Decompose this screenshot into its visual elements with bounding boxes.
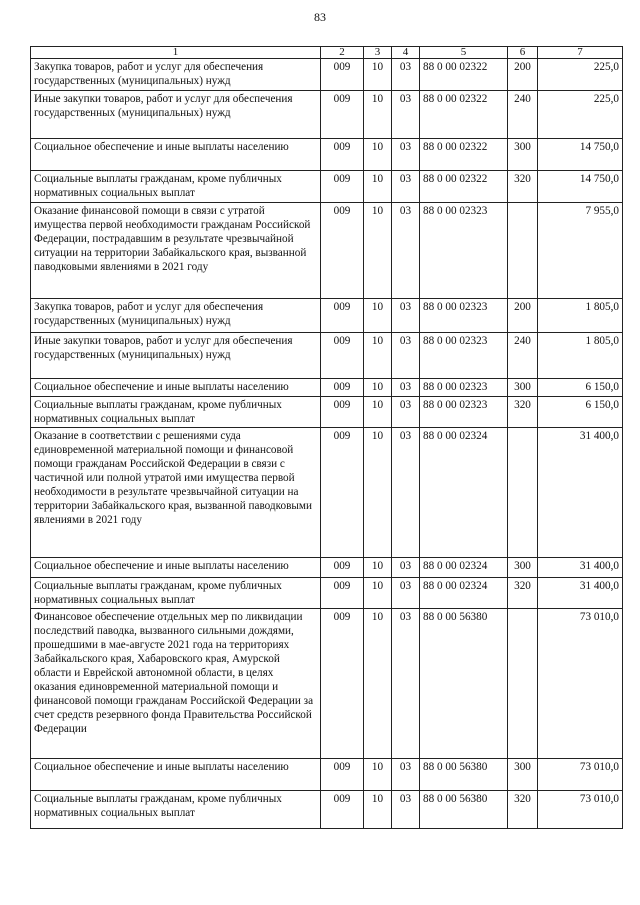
cell-ved: 009 bbox=[321, 791, 364, 829]
cell-pr: 03 bbox=[392, 59, 420, 91]
cell-name: Социальные выплаты гражданам, кроме публичных нормативных социальных выплат bbox=[31, 171, 321, 203]
cell-name: Социальное обеспечение и иные выплаты населению bbox=[31, 139, 321, 171]
cell-amount: 73 010,0 bbox=[538, 609, 623, 759]
cell-vr: 300 bbox=[508, 139, 538, 171]
cell-rz: 10 bbox=[364, 59, 392, 91]
cell-amount: 73 010,0 bbox=[538, 759, 623, 791]
cell-rz: 10 bbox=[364, 203, 392, 299]
cell-rz: 10 bbox=[364, 91, 392, 139]
cell-rz: 10 bbox=[364, 428, 392, 558]
cell-rz: 10 bbox=[364, 791, 392, 829]
cell-amount: 1 805,0 bbox=[538, 299, 623, 333]
cell-pr: 03 bbox=[392, 397, 420, 428]
cell-ved: 009 bbox=[321, 397, 364, 428]
cell-pr: 03 bbox=[392, 578, 420, 609]
table-row bbox=[31, 791, 623, 829]
cell-cs: 88 0 00 02322 bbox=[420, 59, 508, 91]
cell-vr: 300 bbox=[508, 759, 538, 791]
column-header-pr: 4 bbox=[392, 47, 420, 59]
table-row bbox=[31, 333, 623, 379]
cell-name: Финансовое обеспечение отдельных мер по ликвидации последствий паводка, вызванного сильными дождями, прошедшими в мае-августе 2021 года на территориях Забайкальского края, Хабаровского края, Амурской области и Еврейской автономной области, в целях оказания единовременной материальной помощи и финансовой помощи гражданам Российской Федерации за счет средств резервного фонда Правительства Российской Федерации bbox=[31, 609, 321, 759]
cell-amount: 14 750,0 bbox=[538, 171, 623, 203]
cell-pr: 03 bbox=[392, 428, 420, 558]
column-header-vr: 6 bbox=[508, 47, 538, 59]
cell-vr: 320 bbox=[508, 171, 538, 203]
cell-cs: 88 0 00 02323 bbox=[420, 379, 508, 397]
cell-rz: 10 bbox=[364, 759, 392, 791]
cell-vr: 320 bbox=[508, 397, 538, 428]
column-number-row bbox=[31, 47, 623, 59]
cell-cs: 88 0 00 02323 bbox=[420, 203, 508, 299]
cell-cs: 88 0 00 56380 bbox=[420, 609, 508, 759]
cell-pr: 03 bbox=[392, 759, 420, 791]
cell-vr: 320 bbox=[508, 578, 538, 609]
cell-rz: 10 bbox=[364, 609, 392, 759]
cell-cs: 88 0 00 02322 bbox=[420, 139, 508, 171]
table-row bbox=[31, 299, 623, 333]
cell-amount: 73 010,0 bbox=[538, 791, 623, 829]
cell-ved: 009 bbox=[321, 139, 364, 171]
table-row bbox=[31, 139, 623, 171]
cell-ved: 009 bbox=[321, 428, 364, 558]
cell-ved: 009 bbox=[321, 578, 364, 609]
cell-ved: 009 bbox=[321, 59, 364, 91]
cell-name: Социальное обеспечение и иные выплаты населению bbox=[31, 558, 321, 578]
cell-vr bbox=[508, 609, 538, 759]
cell-pr: 03 bbox=[392, 91, 420, 139]
cell-amount: 14 750,0 bbox=[538, 139, 623, 171]
cell-name: Иные закупки товаров, работ и услуг для обеспечения государственных (муниципальных) нужд bbox=[31, 333, 321, 379]
cell-vr: 200 bbox=[508, 59, 538, 91]
column-header-rz: 3 bbox=[364, 47, 392, 59]
cell-name: Оказание в соответствии с решениями суда единовременной материальной помощи и финансовой помощи гражданам Российской Федерации в связи с частичной или полной утратой ими имущества первой необходимости в результате чрезвычайной ситуации на территории Забайкальского края, вызванной паводковыми явлениями в 2021 году bbox=[31, 428, 321, 558]
cell-ved: 009 bbox=[321, 299, 364, 333]
cell-cs: 88 0 00 02322 bbox=[420, 91, 508, 139]
cell-amount: 31 400,0 bbox=[538, 578, 623, 609]
cell-cs: 88 0 00 02323 bbox=[420, 333, 508, 379]
cell-cs: 88 0 00 56380 bbox=[420, 759, 508, 791]
cell-name: Иные закупки товаров, работ и услуг для обеспечения государственных (муниципальных) нужд bbox=[31, 91, 321, 139]
cell-vr: 200 bbox=[508, 299, 538, 333]
table-body bbox=[31, 59, 623, 829]
cell-amount: 31 400,0 bbox=[538, 428, 623, 558]
column-header-name: 1 bbox=[31, 47, 321, 59]
table-row bbox=[31, 609, 623, 759]
cell-rz: 10 bbox=[364, 379, 392, 397]
cell-name: Социальные выплаты гражданам, кроме публичных нормативных социальных выплат bbox=[31, 791, 321, 829]
cell-ved: 009 bbox=[321, 759, 364, 791]
cell-amount: 6 150,0 bbox=[538, 379, 623, 397]
cell-cs: 88 0 00 56380 bbox=[420, 791, 508, 829]
cell-amount: 225,0 bbox=[538, 91, 623, 139]
cell-cs: 88 0 00 02324 bbox=[420, 578, 508, 609]
cell-pr: 03 bbox=[392, 333, 420, 379]
cell-cs: 88 0 00 02322 bbox=[420, 171, 508, 203]
column-header-amount: 7 bbox=[538, 47, 623, 59]
cell-pr: 03 bbox=[392, 791, 420, 829]
cell-cs: 88 0 00 02323 bbox=[420, 397, 508, 428]
cell-rz: 10 bbox=[364, 139, 392, 171]
table-row bbox=[31, 428, 623, 558]
cell-ved: 009 bbox=[321, 91, 364, 139]
cell-amount: 1 805,0 bbox=[538, 333, 623, 379]
cell-amount: 31 400,0 bbox=[538, 558, 623, 578]
cell-ved: 009 bbox=[321, 333, 364, 379]
cell-vr: 300 bbox=[508, 379, 538, 397]
cell-ved: 009 bbox=[321, 379, 364, 397]
page-number: 83 bbox=[314, 10, 326, 24]
column-header-cs: 5 bbox=[420, 47, 508, 59]
cell-name: Социальные выплаты гражданам, кроме публичных нормативных социальных выплат bbox=[31, 397, 321, 428]
cell-rz: 10 bbox=[364, 333, 392, 379]
cell-cs: 88 0 00 02324 bbox=[420, 558, 508, 578]
cell-ved: 009 bbox=[321, 558, 364, 578]
table-row bbox=[31, 578, 623, 609]
cell-pr: 03 bbox=[392, 203, 420, 299]
cell-rz: 10 bbox=[364, 558, 392, 578]
column-header-ved: 2 bbox=[321, 47, 364, 59]
cell-pr: 03 bbox=[392, 171, 420, 203]
cell-cs: 88 0 00 02323 bbox=[420, 299, 508, 333]
cell-name: Закупка товаров, работ и услуг для обеспечения государственных (муниципальных) нужд bbox=[31, 59, 321, 91]
cell-pr: 03 bbox=[392, 139, 420, 171]
cell-amount: 225,0 bbox=[538, 59, 623, 91]
table-row bbox=[31, 558, 623, 578]
cell-name: Закупка товаров, работ и услуг для обеспечения государственных (муниципальных) нужд bbox=[31, 299, 321, 333]
cell-amount: 6 150,0 bbox=[538, 397, 623, 428]
cell-cs: 88 0 00 02324 bbox=[420, 428, 508, 558]
budget-table bbox=[30, 46, 623, 829]
cell-amount: 7 955,0 bbox=[538, 203, 623, 299]
cell-name: Социальное обеспечение и иные выплаты населению bbox=[31, 759, 321, 791]
cell-ved: 009 bbox=[321, 171, 364, 203]
cell-rz: 10 bbox=[364, 171, 392, 203]
table-row bbox=[31, 91, 623, 139]
cell-name: Социальное обеспечение и иные выплаты населению bbox=[31, 379, 321, 397]
cell-pr: 03 bbox=[392, 558, 420, 578]
cell-vr bbox=[508, 428, 538, 558]
cell-vr: 240 bbox=[508, 91, 538, 139]
table-row bbox=[31, 203, 623, 299]
cell-vr: 320 bbox=[508, 791, 538, 829]
cell-ved: 009 bbox=[321, 609, 364, 759]
table-row bbox=[31, 759, 623, 791]
table-row bbox=[31, 59, 623, 91]
cell-pr: 03 bbox=[392, 609, 420, 759]
table-row bbox=[31, 379, 623, 397]
cell-pr: 03 bbox=[392, 379, 420, 397]
cell-vr bbox=[508, 203, 538, 299]
table-row bbox=[31, 397, 623, 428]
cell-name: Оказание финансовой помощи в связи с утратой имущества первой необходимости гражданам Российской Федерации, пострадавшим в результате чрезвычайной ситуации на территории Забайкальского края, вызванной паводковыми явлениями в 2021 году bbox=[31, 203, 321, 299]
cell-name: Социальные выплаты гражданам, кроме публичных нормативных социальных выплат bbox=[31, 578, 321, 609]
cell-rz: 10 bbox=[364, 578, 392, 609]
cell-vr: 300 bbox=[508, 558, 538, 578]
cell-pr: 03 bbox=[392, 299, 420, 333]
cell-rz: 10 bbox=[364, 299, 392, 333]
cell-rz: 10 bbox=[364, 397, 392, 428]
cell-vr: 240 bbox=[508, 333, 538, 379]
cell-ved: 009 bbox=[321, 203, 364, 299]
table-row bbox=[31, 171, 623, 203]
